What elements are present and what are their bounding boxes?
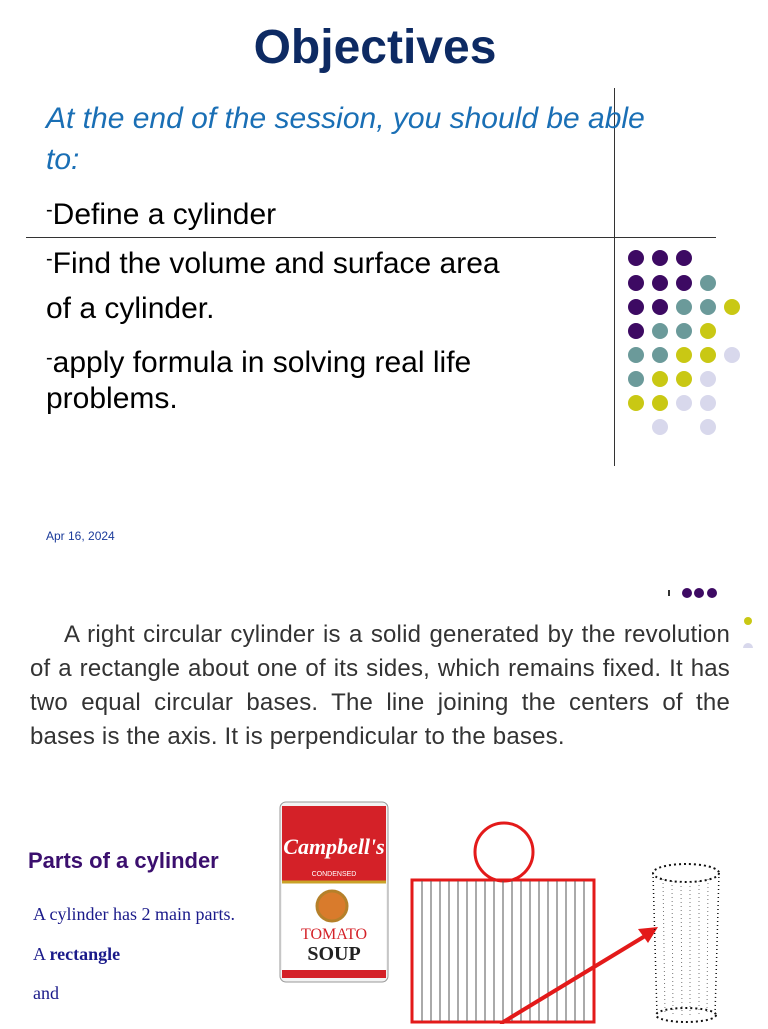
dot [676,323,692,339]
parts-line-2: A rectangle [33,944,121,964]
dot [700,275,716,291]
can-flavor: TOMATO [300,926,368,943]
dot [700,419,716,435]
soup-can-image [274,796,394,986]
dot [628,275,644,291]
dot [652,395,668,411]
dot [744,617,752,625]
dot [628,250,644,266]
can-medallion [317,891,347,921]
dot [700,371,716,387]
dot [707,588,717,598]
dot [700,299,716,315]
parts-line-1: A cylinder has 2 main parts. [33,904,235,924]
dot [652,371,668,387]
dot [724,347,740,363]
parts-title: Parts of a cylinder [28,848,219,873]
dot [676,395,692,411]
dot [676,250,692,266]
bullet-volume-cont: of a cylinder. [46,292,215,325]
circular-base [475,823,533,881]
can-brand: Campbell's [283,834,385,859]
dot [652,347,668,363]
slide-date: Apr 16, 2024 [46,529,115,543]
dot [652,250,668,266]
can-condensed: CONDENSED [311,871,357,878]
dot [628,371,644,387]
bullet-apply-cont: problems. [46,382,178,415]
dot [676,299,692,315]
dot [652,419,668,435]
can-type: SOUP [307,943,361,965]
dot [682,588,692,598]
dot [628,323,644,339]
dot [628,347,644,363]
dot [700,395,716,411]
dot [700,347,716,363]
dot [652,275,668,291]
bullet-volume: -Find the volume and surface area [46,247,500,280]
dot [694,588,704,598]
line-fragment [668,590,670,596]
decorative-dot-grid [628,250,748,440]
dot [628,299,644,315]
parts-line-3: and [33,983,59,1003]
soup-can-svg [274,796,394,986]
dot [676,371,692,387]
intro-text: At the end of the session, you should be able to: [46,102,645,176]
bullet-apply: -apply formula in solving real life [46,346,472,379]
cylinder-3d [653,864,719,1022]
horizontal-divider [26,237,716,238]
dot [652,299,668,315]
dot [628,395,644,411]
bullet-define: -Define a cylinder [46,198,277,231]
cylinder-net-diagram [400,815,768,1024]
dot [743,643,753,648]
cylinder-net-svg [400,815,768,1024]
dot [676,347,692,363]
slide-title: Objectives [253,21,497,74]
dot [724,299,740,315]
dot [652,323,668,339]
dot [700,323,716,339]
dot [676,275,692,291]
rectangle-stripes [422,881,584,1021]
cylinder-definition: A right circular cylinder is a solid generated by the revolution of a rectangle about one of its sides, which remains fixed. It has two equal circular bases. The line joining the centers of the bases is the axis. It is perpendicular to the bases. [30,621,730,750]
